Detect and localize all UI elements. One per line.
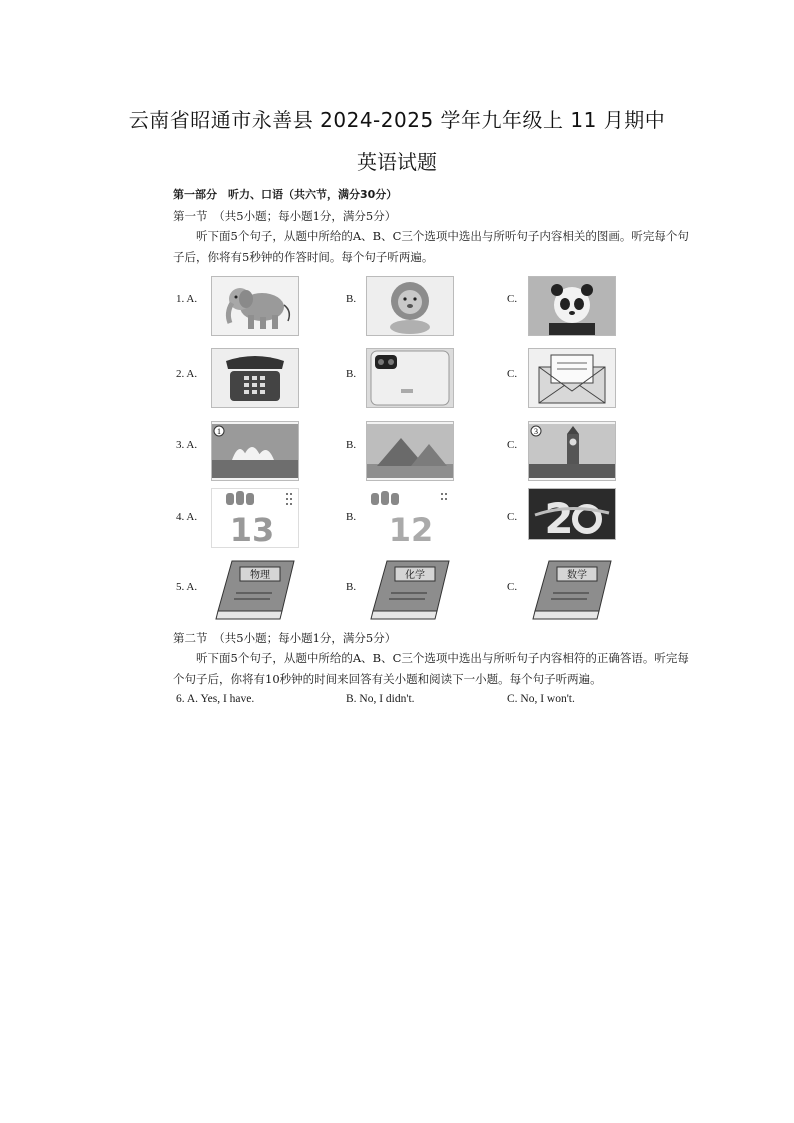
option-1c-picture[interactable] <box>528 276 616 336</box>
question-4-label: 4. A. <box>176 511 198 523</box>
option-3c-picture[interactable] <box>528 421 616 481</box>
option-5b-picture[interactable] <box>366 558 454 622</box>
telephone-icon <box>212 349 298 407</box>
option-4a-picture[interactable] <box>211 488 299 548</box>
title-line-2: 英语试题 <box>357 150 437 174</box>
num-13: 13 <box>229 511 275 547</box>
panda-icon <box>529 277 615 335</box>
option-3c-letter: C. <box>507 439 518 451</box>
option-2b-letter: B. <box>346 368 357 380</box>
option-3b-picture[interactable] <box>366 421 454 481</box>
chemistry-book-icon <box>367 559 453 621</box>
option-5a-picture[interactable] <box>211 558 299 622</box>
option-4b-letter: B. <box>346 511 357 523</box>
question-2-label: 2. A. <box>176 368 198 380</box>
title-line-1: 云南省昭通市永善县 2024-2025 学年九年级上 11 月期中 <box>128 108 666 132</box>
section1-heading: 第一节 （共5小题；每小题1分，满分5分） <box>173 209 397 223</box>
option-2c-letter: C. <box>507 368 518 380</box>
option-4c-letter: C. <box>507 511 518 523</box>
badge-3: 3 <box>534 427 538 436</box>
option-4c-picture[interactable] <box>528 488 616 540</box>
num-20: 2 <box>544 494 574 539</box>
option-2a-picture[interactable] <box>211 348 299 408</box>
q6-option-b[interactable]: B. No, I didn't. <box>346 693 415 705</box>
mobile-phone-icon <box>367 349 453 407</box>
section2-instruction: 听下面5个句子，从题中所给的A、B、C三个选项中选出与所听句子内容相符的正确答语。听完每个句子后，你将有10秒钟的时间来回答有关小题和阅读下一小题。每个句子听两遍。 <box>173 651 689 686</box>
num-12: 12 <box>388 511 434 547</box>
big-ben-icon <box>529 422 615 480</box>
option-1a-picture[interactable] <box>211 276 299 336</box>
option-5b-letter: B. <box>346 581 357 593</box>
option-1c-letter: C. <box>507 293 518 305</box>
option-4b-picture[interactable] <box>366 488 454 548</box>
question-3-label: 3. A. <box>176 439 198 451</box>
envelope-icon <box>529 349 615 407</box>
part1-heading: 第一部分 听力、口语（共六节，满分30分） <box>173 188 398 201</box>
q6-option-c[interactable]: C. No, I won't. <box>507 693 575 705</box>
option-5c-letter: C. <box>507 581 518 593</box>
book-a-label: 物理 <box>250 570 270 581</box>
option-2c-picture[interactable] <box>528 348 616 408</box>
number-13-icon <box>212 489 298 547</box>
question-5-label: 5. A. <box>176 581 198 593</box>
book-b-label: 化学 <box>405 570 425 581</box>
option-5c-picture[interactable] <box>528 558 616 622</box>
section1-instruction: 听下面5个句子，从题中所给的A、B、C三个选项中选出与所听句子内容相关的图画。听完每个句子后，你将有5秒钟的作答时间。每个句子听两遍。 <box>173 229 689 264</box>
badge-1: 1 <box>217 427 221 436</box>
number-12-icon <box>367 489 453 547</box>
option-1b-letter: B. <box>346 293 357 305</box>
book-c-label: 数学 <box>567 570 587 581</box>
lion-icon <box>367 277 453 335</box>
option-3b-letter: B. <box>346 439 357 451</box>
physics-book-icon <box>212 559 298 621</box>
elephant-icon <box>212 277 298 335</box>
question-1-label: 1. A. <box>176 293 198 305</box>
q6-option-a[interactable]: 6. A. Yes, I have. <box>176 693 255 705</box>
option-1b-picture[interactable] <box>366 276 454 336</box>
sydney-opera-house-icon <box>212 422 298 480</box>
option-3a-picture[interactable] <box>211 421 299 481</box>
pyramids-icon <box>367 422 453 480</box>
section2-heading: 第二节 （共5小题；每小题1分，满分5分） <box>173 631 397 645</box>
option-2b-picture[interactable] <box>366 348 454 408</box>
number-20-icon <box>529 489 615 539</box>
math-book-icon <box>529 559 615 621</box>
